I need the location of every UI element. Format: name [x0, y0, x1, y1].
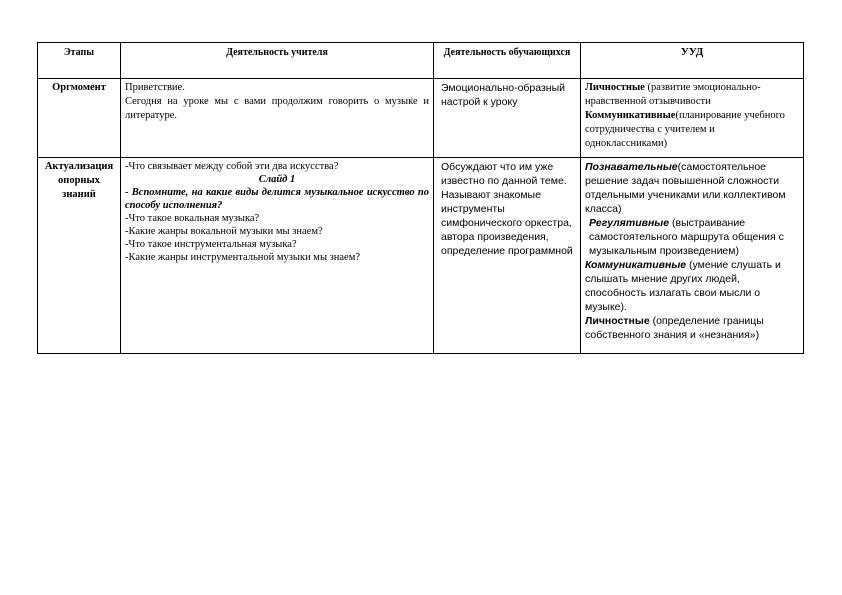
header-teacher-activity: Деятельность учителя [121, 43, 434, 79]
teacher-question: -Что такое инструментальная музыка? [125, 239, 297, 250]
student-activity-text: Обсуждают что им уже известно по данной теме. Называют знакомые инструменты симфонического оркестра, автора произведения, определение программной [441, 161, 573, 257]
uud-item: Коммуникативные (умение слушать и слышать мнение других людей, способность излагать свои мысли о музыке). [585, 259, 781, 313]
student-activity-cell [434, 158, 581, 354]
teacher-line: Приветствие. [125, 82, 185, 93]
header-uud: УУД [581, 43, 804, 79]
header-student-activity: Деятельность обучающихся [434, 43, 581, 79]
teacher-question: -Что связывает между собой эти два искусства? [125, 161, 339, 172]
teacher-question: -Что такое вокальная музыка? [125, 213, 260, 224]
uud-item: Регулятивные (выстраивание самостоятельного маршрута общения с музыкальным произведением) [589, 217, 784, 257]
teacher-activity-cell [121, 79, 434, 158]
uud-cell [581, 79, 804, 158]
student-activity-cell [434, 79, 581, 158]
teacher-activity-cell [121, 158, 434, 354]
teacher-question: -Какие жанры вокальной музыки мы знаем? [125, 226, 323, 237]
stage-cell [38, 79, 121, 158]
header-stages: Этапы [38, 43, 121, 79]
stage-label: Оргмомент [52, 82, 106, 93]
teacher-emphasis: - Вспомните, на какие виды делится музыкальное искусство по способу исполнения? [125, 187, 429, 211]
table-row [38, 158, 804, 354]
student-activity-text: Эмоционально-образный настрой к уроку [441, 82, 566, 108]
uud-item: Личностные (определение границы собственного знания и «незнания») [585, 315, 764, 341]
table-header-row [38, 43, 804, 79]
table-row [38, 79, 804, 158]
stage-label: Актуализация опорных знаний [44, 161, 114, 200]
slide-label: Слайд 1 [258, 174, 296, 185]
uud-item: Познавательные(самостоятельное решение задач повышенной сложности отдельными учениками или коллективом класса) [585, 161, 786, 215]
uud-item: Личностные (развитие эмоционально-нравственной отзывчивости [585, 82, 761, 107]
uud-cell [581, 158, 804, 354]
teacher-line: Сегодня на уроке мы с вами продолжим говорить о музыке и литературе. [125, 96, 429, 121]
stage-cell [38, 158, 121, 354]
uud-item: Коммуникативные(планирование учебного сотрудничества с учителем и одноклассниками) [585, 110, 785, 149]
teacher-question: -Какие жанры инструментальной музыки мы знаем? [125, 252, 361, 263]
lesson-plan-table [37, 42, 804, 354]
